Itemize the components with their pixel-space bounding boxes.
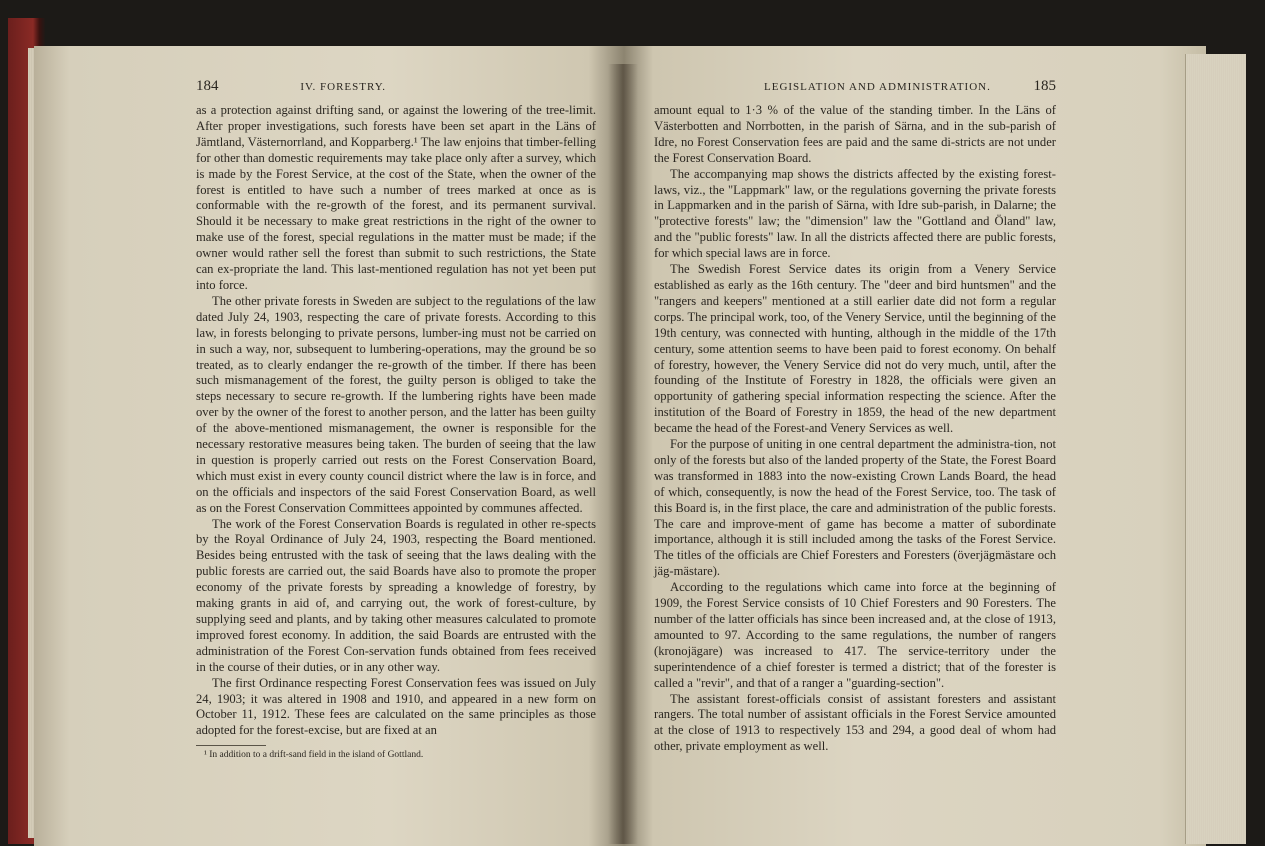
right-body-text [654, 103, 1056, 755]
paragraph: amount equal to 1·3 % of the value of the standing timber. In the Läns of Västerbotten and Norrbotten, in the parish of Särna, and in the sub-parish of Idre, no Forest Conservation fees are paid and the same di-stricts are not under the Forest Conservation Board. [654, 103, 1056, 165]
left-body-text [196, 103, 596, 739]
right-page-number: 185 [1033, 78, 1056, 94]
paragraph: The first Ordinance respecting Forest Conservation fees was issued on July 24, 1903; it was altered in 1908 and 1910, and appeared in a new form on October 11, 1912. These fees are calculated on the same principles as those adopted for the forest-excise, but are fixed at an [196, 675, 596, 738]
footnote: ¹ In addition to a drift-sand field in the island of Gottland. [204, 750, 424, 761]
paragraph: For the purpose of uniting in one central department the administra-tion, not only of the forests but also of the landed property of the State, the Forest Board was transformed in 1883 into the now-existing Crown Lands Board, the head of which, consequently, is now the head of the Forest Service, too. The task of this Board is, in the first place, the care and administration of the public forests. The care and improve-ment of game has become a matter of subordinate importance, although it is still included among the tasks of the Forest Service. The titles of the officials are Chief Foresters and Foresters (överjägmästare och jäg-mästare). [654, 437, 1056, 579]
left-running-title: IV. FORESTRY. [300, 81, 386, 93]
book-gutter [608, 64, 638, 844]
left-page-number: 184 [196, 78, 219, 94]
left-page [34, 46, 624, 846]
paragraph: The accompanying map shows the districts affected by the existing forest-laws, viz., the "Lappmark" law, or the regulations governing the private forests in Lappmarken and in the parish of Särna, with Idre sub-parish, in Dalarne; the "protective forests" law; the "dimension" law the "Gottland and Öland" law, and the "public forests" law. In all the districts affected there are public forests, for which special laws are in force. [654, 166, 1056, 261]
right-running-head [654, 78, 1056, 95]
paragraph: The work of the Forest Conservation Boards is regulated in other re-spects by the Royal Ordinance of July 24, 1903, respecting the Board mentioned. Besides being entrusted with the task of seeing that the laws dealing with the public forests are carried out, the said Boards have also to promote the proper economy of the private forests by spreading a knowledge of forestry, by making grants in aid of, and carrying out, the work of forest-culture, by supplying seed and plants, and by taking other measures calculated to promote improved forest economy. In addition, the said Boards are entrusted with the administration of the Forest Con-servation funds obtained from fees received in the course of their duties, or in any other way. [196, 516, 596, 674]
right-page [624, 46, 1206, 846]
right-page-edges [1185, 54, 1246, 844]
paragraph: The assistant forest-officials consist of assistant foresters and assistant rangers. The total number of assistant officials in the Forest Service amounted at the close of 1913 to respectively 153 and 294, a good deal of whom had other, private employment as well. [654, 691, 1056, 754]
paragraph: The Swedish Forest Service dates its origin from a Venery Service established as early as the 16th century. The "deer and bird huntsmen" and the "rangers and keepers" mentioned at a still earlier date did not form a regular corps. The principal work, too, of the Venery Service, until the beginning of the 19th century, was connected with hunting, although in the middle of the 17th century, some attention seems to have been paid to forest economy. On behalf of forestry, however, the Venery Service did not do very much, until, after the founding of the Institute of Forestry in 1828, the officials were given an opportunity of gathering special information respecting the science. After the institution of the Board of Forestry in 1859, the head of the new department became the head of the Forest-and Venery Services as well. [654, 262, 1056, 436]
footnote-rule [196, 745, 266, 746]
left-running-head [196, 78, 596, 95]
paragraph: The other private forests in Sweden are subject to the regulations of the law dated July 24, 1903, respecting the care of private forests. According to this law, in forests belonging to private persons, lumber-ing must not be carried on in such a way, nor, subsequent to lumbering-operations, may the ground be so treated, as to clearly endanger the re-growth of the timber. If there has been such mismanagement of the forest, the guilty person is obliged to take the steps necessary to secure re-growth. If the lumbering rights have been made over by the owner of the forest to another person, and the latter has been guilty of the above-mentioned mismanagement, the owner is responsible for the necessary restorative measures being taken. The burden of seeing that the law in question is properly carried out rests on the Forest Conservation Board, which must exist in every county council district where the law is in force, and on the officials and inspectors of the said Forest Conservation Board, as well as on the Forest Conservation Committees appointed by communes affected. [196, 293, 596, 515]
open-book [8, 18, 1258, 844]
right-running-title: LEGISLATION AND ADMINISTRATION. [764, 81, 991, 93]
paragraph: According to the regulations which came into force at the beginning of 1909, the Forest Service consists of 10 Chief Foresters and 90 Foresters. The number of the latter officials has since been increased and, at the close of 1913, amounted to 97. According to the same regulations, the number of rangers (kronojägare) was increased to 417. The service-territory under the superintendence of a chief forester is termed a district; that of the forester is called a "revir", and that of a ranger a "guarding-section". [654, 580, 1056, 690]
paragraph: as a protection against drifting sand, or against the lowering of the tree-limit. After proper investigations, such forests have been set apart in the Läns of Jämtland, Västernorrland, and Kopparberg.¹ The law enjoins that timber-felling for other than domestic requirements may take place only after a survey, which is made by the Forest Service, at the cost of the State, when the owner of the forest is entitled to have such a number of trees marked at once as is conformable with the re-growth of the forest, and its permanent survival. Should it be necessary to make great restrictions in the right of the owner to make use of the forest, special regulations in the matter must be made; if the owner would rather sell the forest than submit to such restrictions, the State can ex-propriate the land. This last-mentioned regulation has not yet been put into force. [196, 103, 596, 292]
